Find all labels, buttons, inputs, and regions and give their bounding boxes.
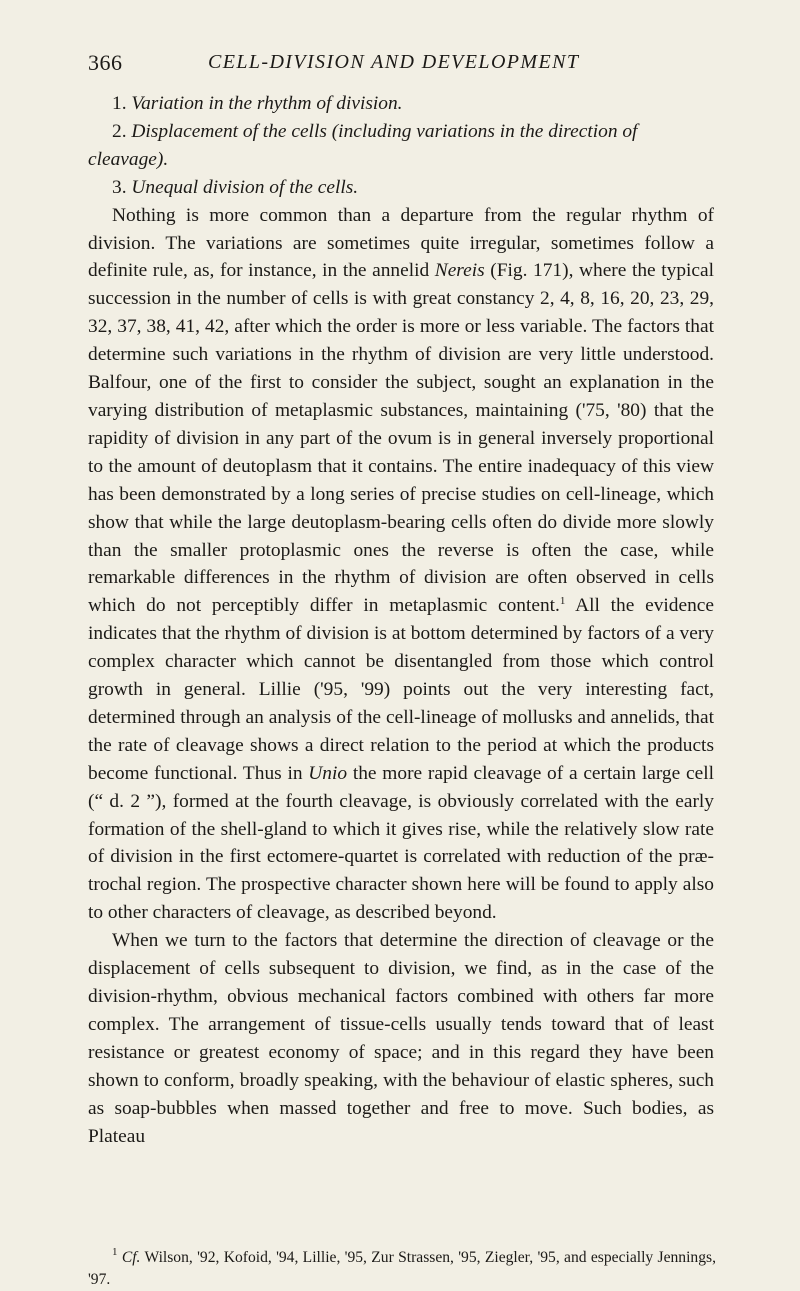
page-number: 366 bbox=[88, 50, 123, 75]
list-item: 1. Variation in the rhythm of division. bbox=[112, 93, 403, 114]
paragraph: When we turn to the factors that determine the direction of cleavage or the displacement of cells subsequent to division, we find, as in the case of the division-rhythm, obvious mechanical factors combined with others far more complex. The arrangement of tissue-cells usually tends toward that of least resistance or greatest economy of space; and in this regard they have been shown to conform, broadly speaking, with the behaviour of elastic spheres, such as soap-bubbles when massed together and free to move. Such bodies, as Plateau bbox=[88, 930, 714, 1147]
list-item: 3. Unequal division of the cells. bbox=[112, 176, 359, 198]
page-header bbox=[88, 50, 712, 86]
paragraph: Nothing is more common than a departure from the regular rhythm of division. The variations are sometimes quite irregular, sometimes follow a definite rule, as, for instance, in the annelid Nereis (Fig. 171), where the typical succession in the number of cells is with great constancy 2, 4, 8, 16, 20, 23, 29, 32, 37, 38, 41, 42, after which the order is more or less variable. The factors that determine such variations in the rhythm of division are very little understood. Balfour, one of the first to consider the subject, sought an explanation in the varying distribution of metaplasmic substances, maintaining ('75, '80) that the rapidity of division in any part of the ovum is in general inversely proportional to the amount of deutoplasm that it contains. The entire inadequacy of this view has been demonstrated by a long series of precise studies on cell-lineage, which show that while the large deutoplasm-bearing cells often do divide more slowly than the smaller protoplasmic ones the reverse is often the case, while remarkable differences in the rhythm of division are often observed in cells which do not perceptibly differ in metaplasmic content.$^1$ All the evidence indicates that the rhythm of division is at bottom determined by factors of a very complex character which cannot be disentangled from those which control growth in general. Lillie ('95, '99) points out the very interesting fact, determined through an analysis of the cell-lineage of mollusks and annelids, that the rate of cleavage shows a direct relation to the period at which the products become functional. Thus in Unio the more rapid cleavage of a certain large cell (“ d. 2 ”), formed at the fourth cleavage, is obviously correlated with the early formation of the shell-gland to which it gives rise, while the relatively slow rate of division in the first ectomere-quartet is correlated with reduction of the præ-trochal region. The prospective character shown here will be found to apply also to other characters of cleavage, as described beyond. bbox=[88, 204, 714, 924]
body-text bbox=[88, 90, 714, 1150]
footnote-ref: 1 bbox=[559, 595, 566, 608]
footnote: $^1$ Cf. Wilson, '92, Kofoid, '94, Lillie, '95, Zur Strassen, '95, Ziegler, '95, and especially Jennings, '97. bbox=[88, 1245, 716, 1288]
running-head: CELL-DIVISION AND DEVELOPMENT bbox=[208, 51, 580, 73]
list-item: 2. Displacement of the cells (including variations in the direction of cleavage). bbox=[88, 120, 638, 170]
